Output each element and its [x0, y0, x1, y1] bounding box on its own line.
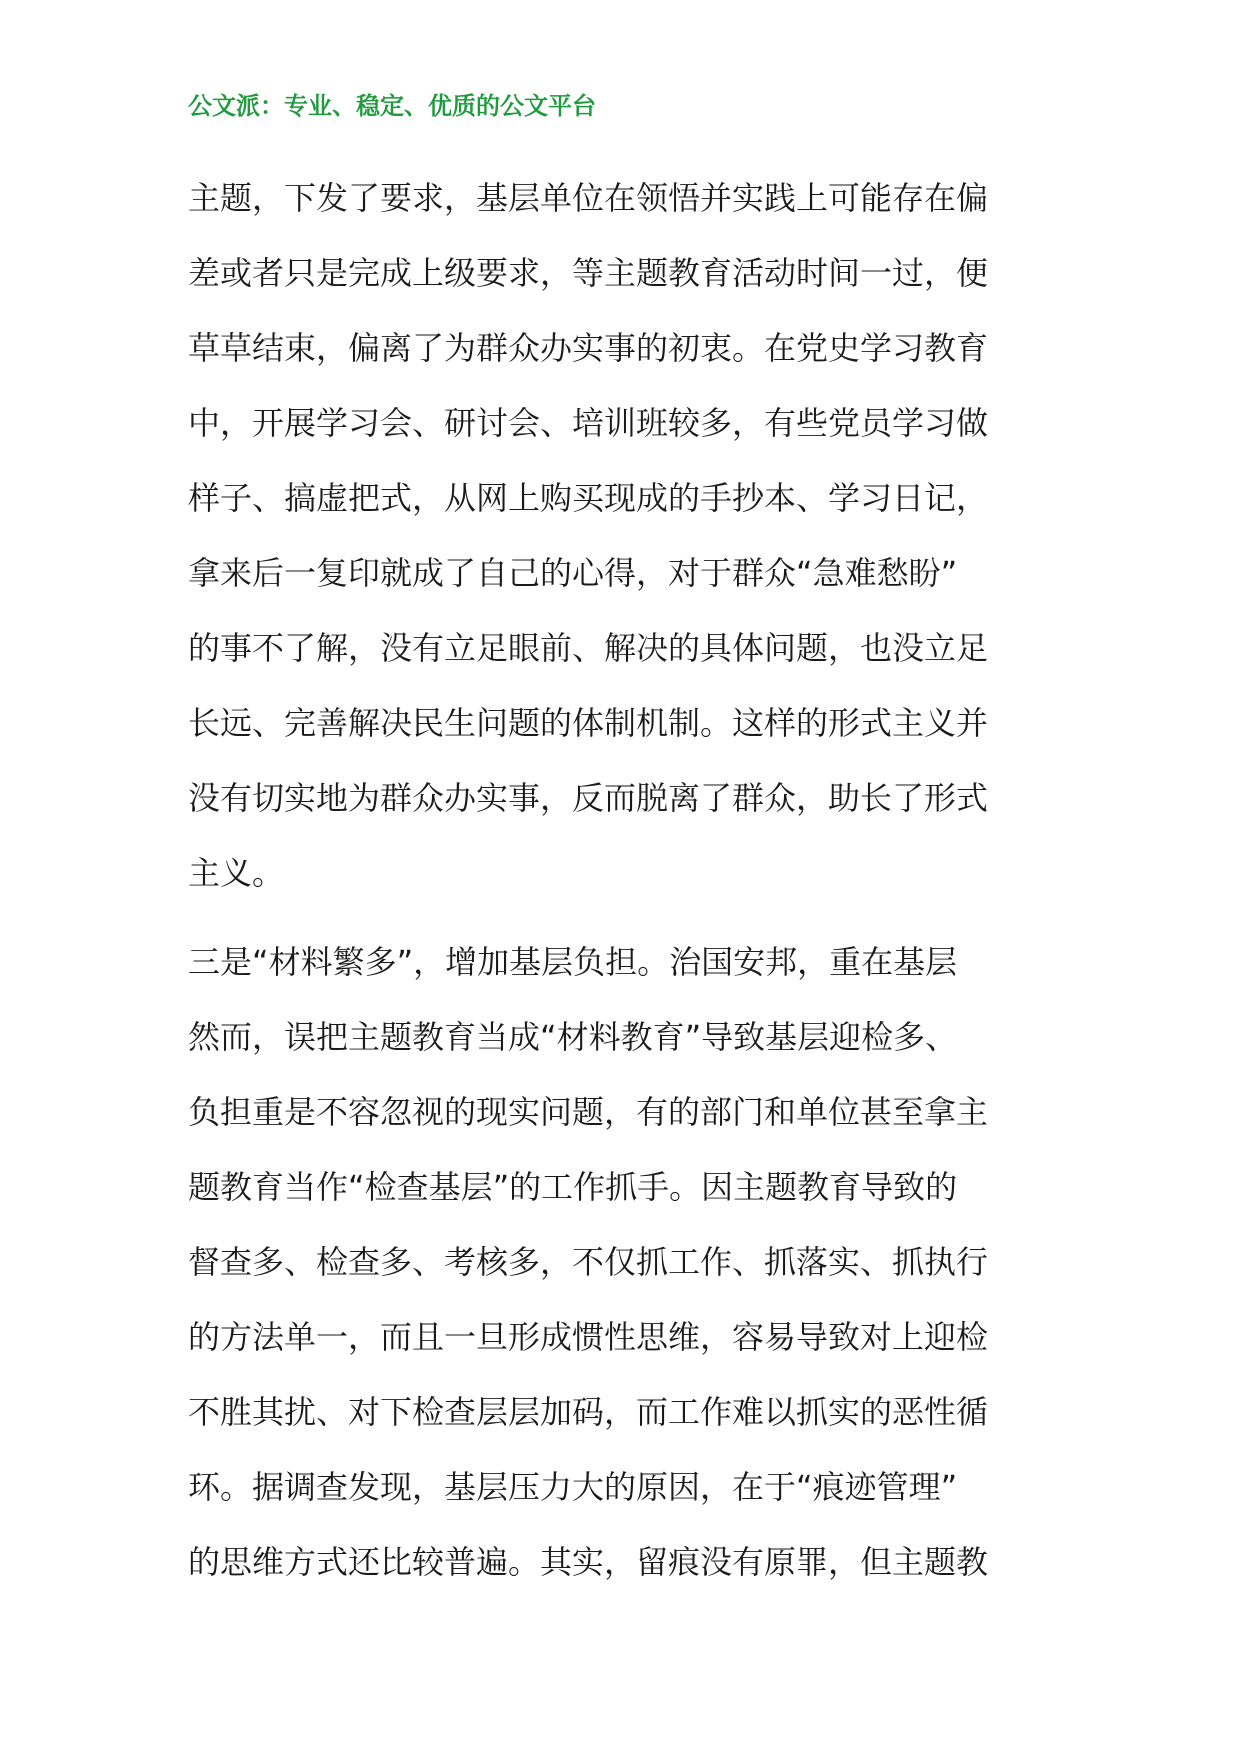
text-line: 负担重是不容忽视的现实问题，有的部门和单位甚至拿主 — [188, 1093, 989, 1131]
text-line: 的方法单一，而且一旦形成惯性思维，容易导致对上迎检 — [188, 1318, 989, 1356]
text-line: 主题，下发了要求，基层单位在领悟并实践上可能存在偏 — [188, 179, 989, 217]
document-body — [188, 161, 1068, 1600]
text-line: 然而，误把主题教育当成“材料教育”导致基层迎检多、 — [188, 1018, 958, 1056]
text-line: 的事不了解，没有立足眼前、解决的具体问题，也没立足 — [188, 629, 989, 667]
text-line: 长远、完善解决民生问题的体制机制。这样的形式主义并 — [188, 704, 989, 742]
page-header: 公文派：专业、稳定、优质的公文平台 — [188, 92, 596, 120]
paragraph — [188, 161, 1068, 911]
paragraph-spacer — [188, 911, 1068, 925]
text-line: 中，开展学习会、研讨会、培训班较多，有些党员学习做 — [188, 404, 989, 442]
text-line: 草草结束，偏离了为群众办实事的初衷。在党史学习教育 — [188, 329, 989, 367]
text-line: 主义。 — [188, 854, 285, 892]
text-line: 差或者只是完成上级要求，等主题教育活动时间一过，便 — [188, 254, 989, 292]
text-line: 督查多、检查多、考核多，不仅抓工作、抓落实、抓执行 — [188, 1243, 989, 1281]
text-line: 环。据调查发现，基层压力大的原因，在于“痕迹管理” — [188, 1468, 958, 1506]
text-line: 的思维方式还比较普遍。其实，留痕没有原罪，但主题教 — [188, 1543, 989, 1581]
paragraph — [188, 925, 1068, 1600]
text-line: 拿来后一复印就成了自己的心得，对于群众“急难愁盼” — [188, 554, 958, 592]
text-line: 题教育当作“检查基层”的工作抓手。因主题教育导致的 — [188, 1168, 958, 1206]
text-line: 不胜其扰、对下检查层层加码，而工作难以抓实的恶性循 — [188, 1393, 989, 1431]
text-line: 三是“材料繁多”，增加基层负担。治国安邦，重在基层 — [188, 943, 958, 981]
text-line: 样子、搞虚把式，从网上购买现成的手抄本、学习日记， — [188, 479, 989, 517]
text-line: 没有切实地为群众办实事，反而脱离了群众，助长了形式 — [188, 779, 989, 817]
